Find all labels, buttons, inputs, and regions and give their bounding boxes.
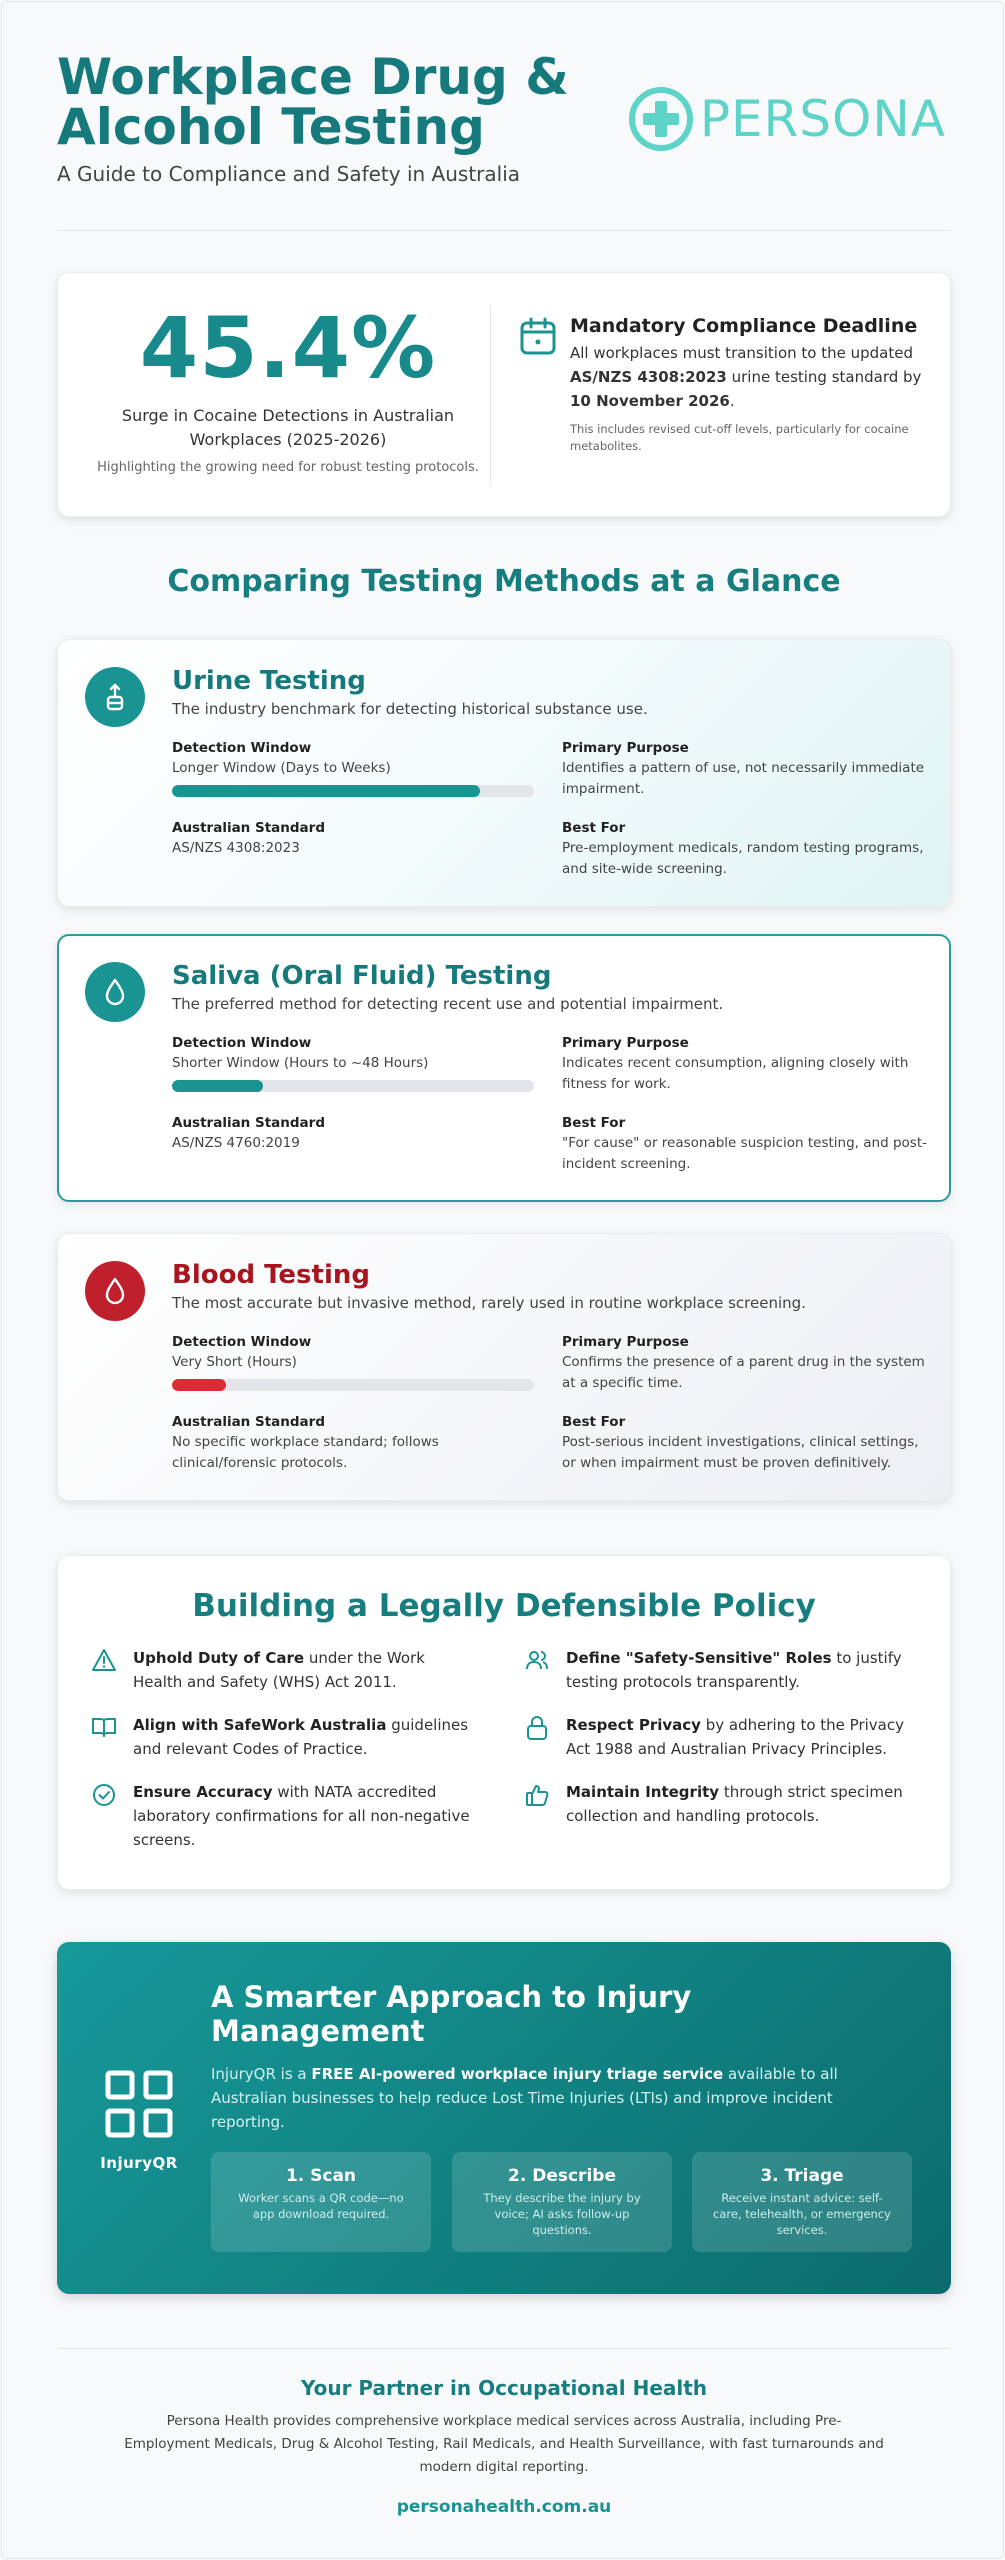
stat-block [88, 273, 488, 478]
warning-icon [91, 1648, 117, 1672]
label: Detection Window [172, 1334, 312, 1350]
window-bar-fill [172, 1379, 226, 1391]
injuryqr-name: InjuryQR [100, 2154, 178, 2172]
policy-card [57, 1555, 951, 1890]
label: Detection Window [172, 1035, 312, 1051]
policy-text: Uphold Duty of Care under the Work Health and Safety (WHS) Act 2011. [133, 1649, 425, 1691]
footer-title: Your Partner in Occupational Health [300, 2376, 708, 2400]
check-circle-icon [91, 1782, 117, 1808]
policy-text: Respect Privacy by adhering to the Privacy Act 1988 and Australian Privacy Principles. [566, 1716, 904, 1758]
method-title: Blood Testing [172, 1260, 370, 1290]
window-bar [172, 1379, 534, 1391]
policy-text: Define "Safety-Sensitive" Roles to justify testing protocols transparently. [566, 1649, 902, 1691]
value: Identifies a pattern of use, not necessarily immediate impairment. [562, 760, 925, 797]
lock-icon [524, 1715, 550, 1741]
step-desc: Worker scans a QR code—no app download required. [238, 2191, 404, 2221]
australian-standard [172, 1412, 542, 1474]
primary-purpose [562, 1033, 932, 1095]
deadline-note: This includes revised cut-off levels, particularly for cocaine metabolites. [570, 422, 909, 453]
deadline-text: All workplaces must transition to the updated AS/NZS 4308:2023 urine testing standard by 10 November 2026. [570, 344, 922, 410]
label: Australian Standard [172, 1414, 325, 1430]
qr-code-icon [105, 2070, 173, 2138]
value: Post-serious incident investigations, clinical settings, or when impairment must be proven definitively. [562, 1434, 919, 1471]
best-for [562, 1113, 932, 1175]
best-for [562, 818, 932, 880]
stat-note: Highlighting the growing need for robust testing protocols. [97, 460, 479, 475]
test-tube-icon [85, 667, 145, 727]
policy-text: Ensure Accuracy with NATA accredited laboratory confirmations for all non-negative screens. [133, 1783, 470, 1849]
australian-standard [172, 1113, 542, 1154]
label: Detection Window [172, 740, 312, 756]
detection-window [172, 738, 542, 797]
value: Very Short (Hours) [172, 1354, 297, 1370]
policy-item [91, 1646, 476, 1694]
value: Shorter Window (Hours to ~48 Hours) [172, 1055, 429, 1071]
policy-text: Align with SafeWork Australia guidelines and relevant Codes of Practice. [133, 1716, 469, 1758]
method-desc: The industry benchmark for detecting historical substance use. [172, 700, 648, 718]
policy-item [524, 1713, 909, 1761]
value: Indicates recent consumption, aligning closely with fitness for work. [562, 1055, 909, 1092]
detection-window [172, 1332, 542, 1391]
policy-item [524, 1646, 909, 1694]
label: Best For [562, 1115, 626, 1131]
stat-percent: 45.4% [139, 299, 437, 397]
injuryqr-panel [57, 1942, 951, 2294]
method-title: Saliva (Oral Fluid) Testing [172, 961, 552, 991]
saliva-method-card [57, 934, 951, 1202]
vertical-divider [490, 305, 491, 485]
page-subtitle: A Guide to Compliance and Safety in Australia [57, 162, 521, 186]
injuryqr-brand [99, 2070, 179, 2172]
step-scan [211, 2152, 431, 2252]
injury-title: A Smarter Approach to Injury Management [211, 1980, 692, 2048]
method-desc: The preferred method for detecting recent use and potential impairment. [172, 995, 724, 1013]
divider [57, 230, 951, 231]
step-desc: They describe the injury by voice; AI asks follow-up questions. [483, 2191, 641, 2237]
footer [57, 2376, 951, 2517]
page [1, 1, 1004, 2559]
droplet-icon [85, 962, 145, 1022]
injury-text: InjuryQR is a FREE AI-powered workplace injury triage service available to all Australian businesses to help reduce Lost Time Injuries (LTIs) and improve incident reporting. [211, 2065, 838, 2131]
blood-method-card [57, 1233, 951, 1501]
step-title: 2. Describe [508, 2166, 616, 2186]
deadline-title: Mandatory Compliance Deadline [570, 315, 918, 337]
stats-card [57, 272, 951, 517]
deadline-block [570, 313, 930, 455]
label: Primary Purpose [562, 740, 689, 756]
policy-item [524, 1780, 909, 1828]
label: Australian Standard [172, 820, 325, 836]
detection-window [172, 1033, 542, 1092]
value: AS/NZS 4760:2019 [172, 1135, 300, 1151]
step-describe [452, 2152, 672, 2252]
window-bar [172, 1080, 534, 1092]
policy-item [91, 1713, 476, 1761]
policy-text: Maintain Integrity through strict specimen collection and handling protocols. [566, 1783, 903, 1825]
methods-heading: Comparing Testing Methods at a Glance [167, 564, 841, 599]
stat-caption: Surge in Cocaine Detections in Australian Workplaces (2025-2026) [121, 406, 455, 449]
step-triage [692, 2152, 912, 2252]
method-title: Urine Testing [172, 666, 366, 696]
value: Pre-employment medicals, random testing programs, and site-wide screening. [562, 840, 924, 877]
step-title: 3. Triage [760, 2166, 844, 2186]
label: Primary Purpose [562, 1035, 689, 1051]
step-title: 1. Scan [285, 2166, 357, 2186]
value: Longer Window (Days to Weeks) [172, 760, 391, 776]
policy-title: Building a Legally Defensible Policy [192, 1588, 816, 1624]
medical-cross-icon [628, 86, 694, 152]
value: AS/NZS 4308:2023 [172, 840, 300, 856]
page-title: Workplace Drug & Alcohol Testing [57, 48, 569, 156]
header [57, 48, 951, 187]
footer-text: Persona Health provides comprehensive workplace medical services across Australia, including Pre-Employment Medicals, Drug & Alcohol Testing, Rail Medicals, and Health Surveillance, with fast turnarounds and modern digital reporting. [124, 2413, 884, 2475]
value: No specific workplace standard; follows clinical/forensic protocols. [172, 1434, 439, 1471]
value: Confirms the presence of a parent drug in the system at a specific time. [562, 1354, 925, 1391]
divider [57, 2348, 951, 2349]
best-for [562, 1412, 932, 1474]
label: Best For [562, 820, 626, 836]
blood-drop-icon [85, 1261, 145, 1321]
calendar-icon [520, 317, 556, 355]
label: Australian Standard [172, 1115, 325, 1131]
step-desc: Receive instant advice: self-care, telehealth, or emergency services. [713, 2191, 891, 2237]
logo-text: PERSONA [699, 90, 946, 148]
window-bar-fill [172, 785, 480, 797]
users-icon [524, 1648, 550, 1672]
australian-standard [172, 818, 542, 859]
book-icon [91, 1715, 117, 1739]
label: Best For [562, 1414, 626, 1430]
policy-item [91, 1780, 476, 1852]
primary-purpose [562, 1332, 932, 1394]
website-link[interactable]: personahealth.com.au [396, 2497, 612, 2517]
window-bar [172, 785, 534, 797]
persona-logo [628, 86, 946, 152]
primary-purpose [562, 738, 932, 800]
window-bar-fill [172, 1080, 263, 1092]
label: Primary Purpose [562, 1334, 689, 1350]
method-desc: The most accurate but invasive method, rarely used in routine workplace screening. [172, 1294, 806, 1312]
urine-method-card [57, 639, 951, 907]
value: "For cause" or reasonable suspicion testing, and post-incident screening. [562, 1135, 927, 1172]
thumbs-up-icon [524, 1782, 550, 1808]
